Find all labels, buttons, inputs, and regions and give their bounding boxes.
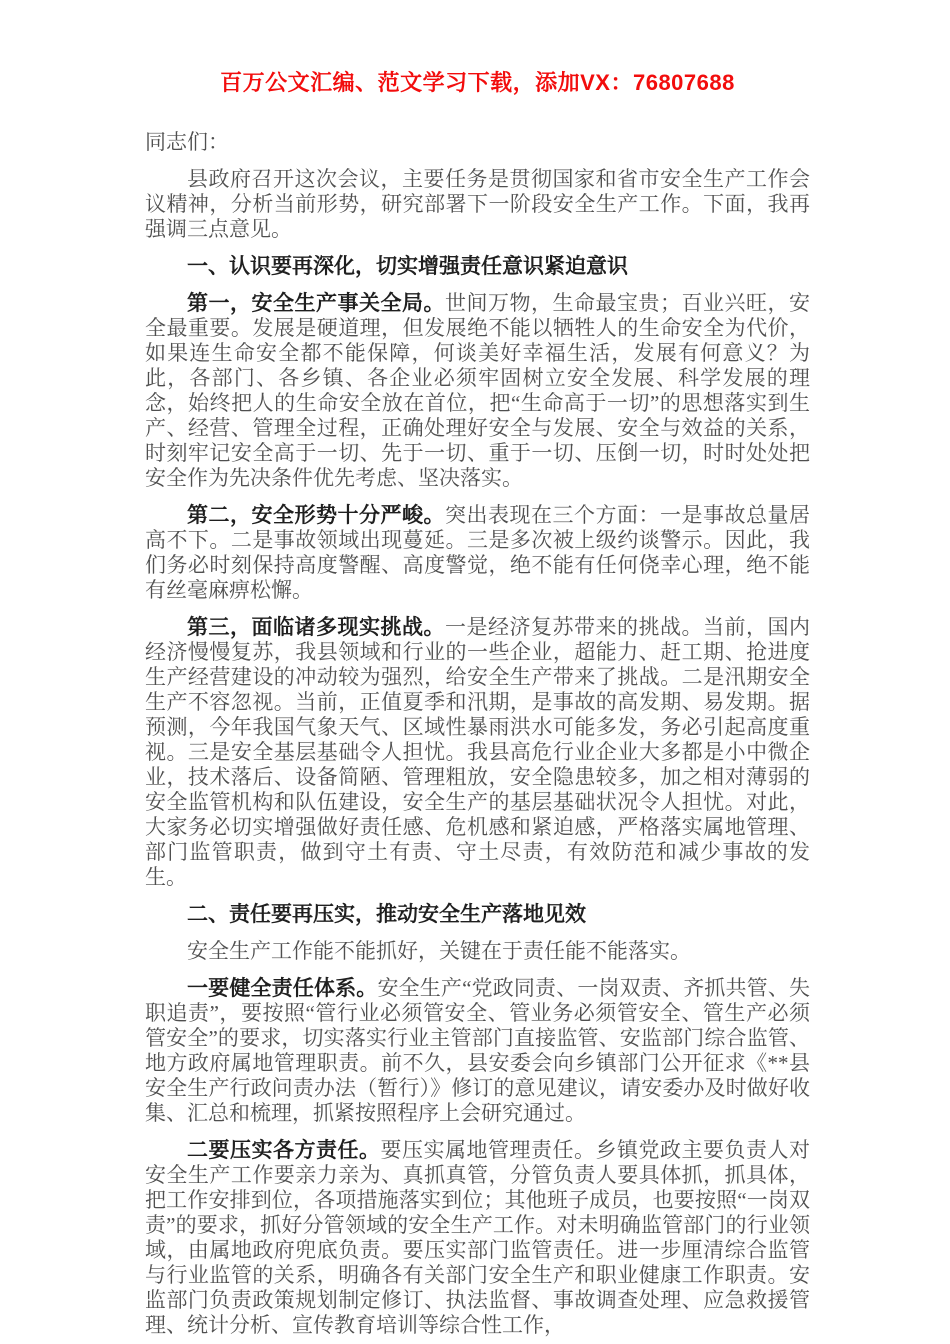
section-2-paragraph-1 [145,976,810,1126]
paragraph-lead: 一要健全责任体系。 [187,977,378,1000]
paragraph-text: 一是经济复苏带来的挑战。当前，国内经济慢慢复苏，我县领域和行业的一些企业，超能力、赶工期、抢进度生产经营建设的冲动较为强烈，给安全生产带来了挑战。二是汛期安全生产不容忽视。当前，正值夏季和汛期，是事故的高发期、易发期。据预测，今年我国气象天气、区域性暴雨洪水可能多发，务必引起高度重视。三是安全基层基础令人担忧。我县高危行业企业大多都是小中微企业，技术落后、设备简陋、管理粗放，安全隐患较多，加之相对薄弱的安全监管机构和队伍建设，安全生产的基层基础状况令人担忧。对此，大家务必切实增强做好责任感、危机感和紧迫感，严格落实属地管理、部门监管职责，做到守土有责、守土尽责，有效防范和减少事故的发生。 [145,615,810,889]
section-1-paragraph-3 [145,615,810,890]
paragraph-text: 要压实属地管理责任。乡镇党政主要负责人对安全生产工作要亲力亲为、真抓真管，分管负责人要具体抓，抓具体，把工作安排到位，各项措施落实到位；其他班子成员，也要按照“一岗双责”的要求，抓好分管领域的安全生产工作。对未明确监管部门的行业领域，由属地政府兜底负责。要压实部门监管责任。进一步厘清综合监管与行业监管的关系，明确各有关部门安全生产和职业健康工作职责。安监部门负责政策规划制定修订、执法监督、事故调查处理、应急救援管理、统计分析、宣传教育培训等综合性工作， [145,1138,810,1337]
paragraph-lead: 第一，安全生产事关全局。 [187,292,445,315]
paragraph-lead: 第二，安全形势十分严峻。 [187,504,445,527]
paragraph-text: 安全生产“党政同责、一岗双责、齐抓共管、失职追责”，要按照“管行业必须管安全、管业务必须管安全、管生产必须管安全”的要求，切实落实行业主管部门直接监管、安监部门综合监管、地方政府属地管理职责。前不久，县安委会向乡镇部门公开征求《**县安全生产行政问责办法（暂行）》修订的意见建议，请安委办及时做好收集、汇总和梳理，抓紧按照程序上会研究通过。 [145,976,810,1125]
section-2-heading: 二、责任要再压实，推动安全生产落地见效 [187,903,586,926]
paragraph-lead: 二要压实各方责任。 [187,1139,381,1162]
intro-paragraph: 县政府召开这次会议，主要任务是贯彻国家和省市安全生产工作会议精神，分析当前形势，研究部署下一阶段安全生产工作。下面，我再强调三点意见。 [145,167,810,241]
section-2-paragraph-2 [145,1138,810,1338]
watermark-ad-header: 百万公文汇编、范文学习下载，添加VX：76807688 [220,70,735,95]
section-1-heading: 一、认识要再深化，切实增强责任意识紧迫意识 [187,255,628,278]
document-body [145,130,810,1338]
section-1-paragraph-1 [145,291,810,491]
section-2-paragraph-0: 安全生产工作能不能抓好，关键在于责任能不能落实。 [187,939,691,963]
paragraph-lead: 第三，面临诸多现实挑战。 [187,616,445,639]
section-1-paragraph-2 [145,503,810,603]
salutation: 同志们： [145,130,229,154]
paragraph-text: 突出表现在三个方面：一是事故总量居高不下。二是事故领域出现蔓延。三是多次被上级约谈警示。因此，我们务必时刻保持高度警醒、高度警觉，绝不能有任何侥幸心理，绝不能有丝毫麻痹松懈。 [145,503,810,602]
paragraph-text: 世间万物，生命最宝贵；百业兴旺，安全最重要。发展是硬道理，但发展绝不能以牺牲人的生命安全为代价，如果连生命安全都不能保障，何谈美好幸福生活，发展有何意义？为此，各部门、各乡镇、各企业必须牢固树立安全发展、科学发展的理念，始终把人的生命安全放在首位，把“生命高于一切”的思想落实到生产、经营、管理全过程，正确处理好安全与发展、安全与效益的关系，时刻牢记安全高于一切、先于一切、重于一切、压倒一切，时时处处把安全作为先决条件优先考虑、坚决落实。 [145,291,810,490]
